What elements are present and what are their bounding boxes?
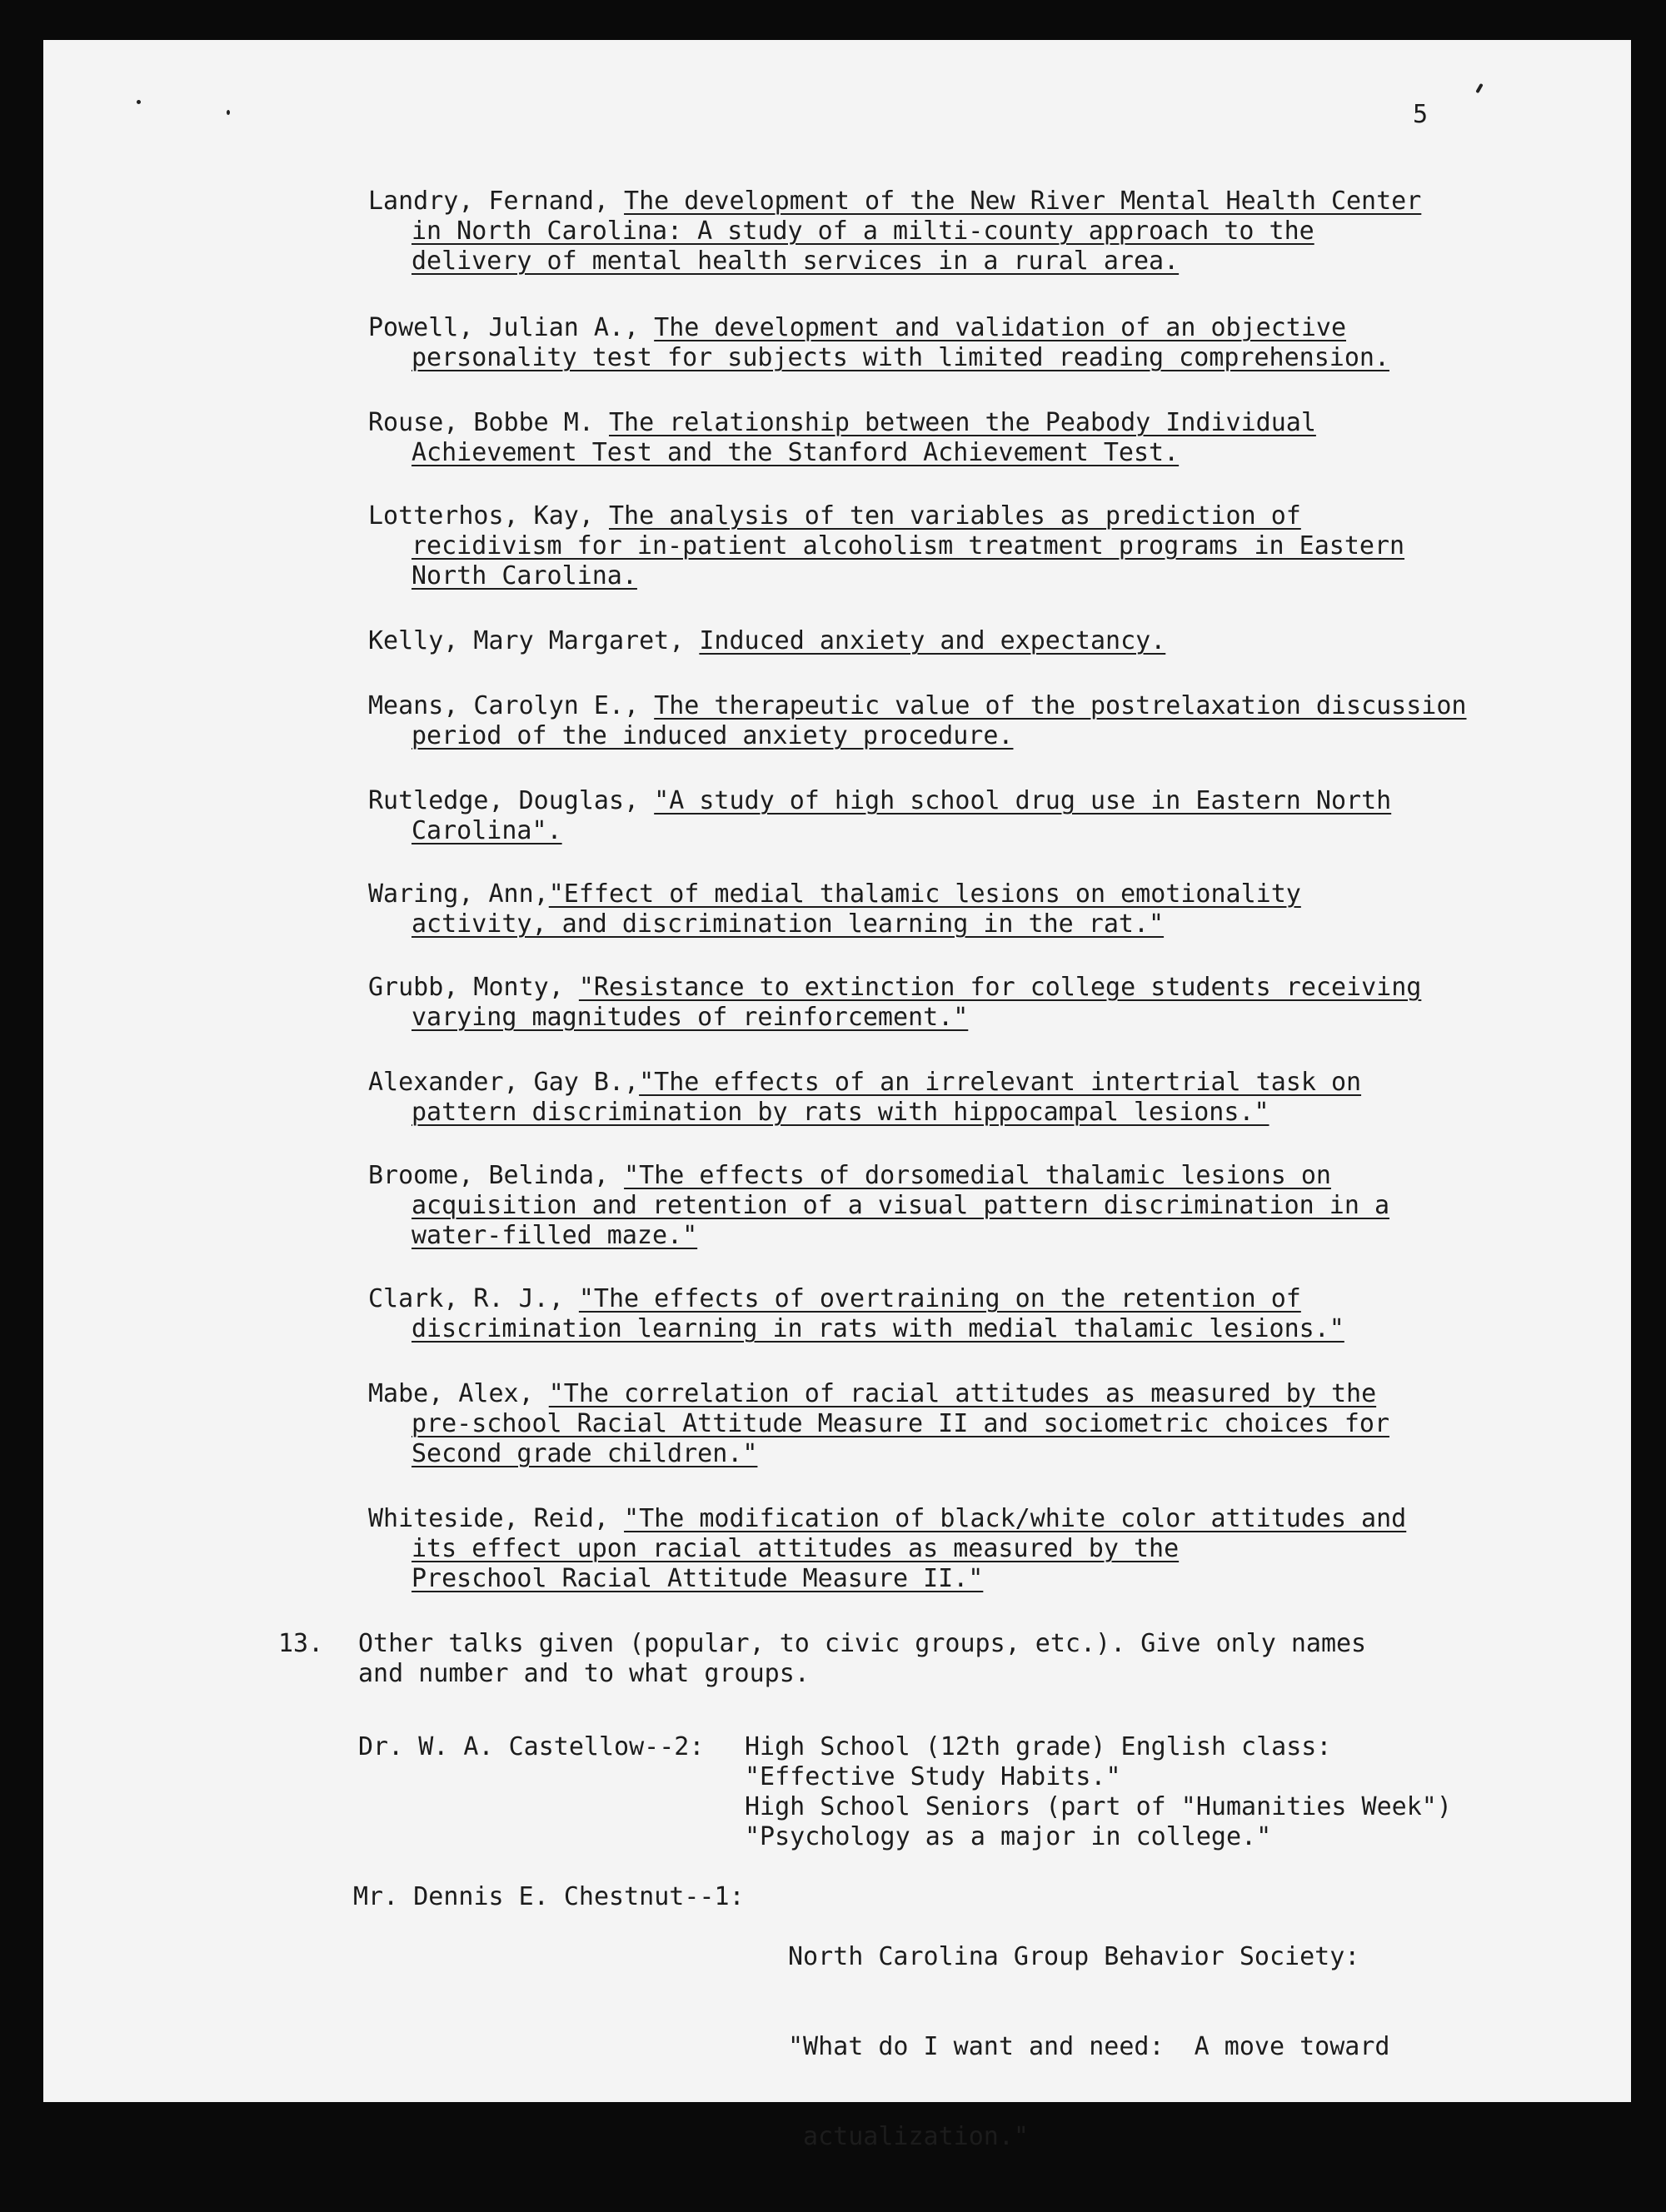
- item-question-line: and number and to what groups.: [358, 1659, 810, 1688]
- reference-title-line: "A study of high school drug use in Eastern North: [654, 786, 1392, 815]
- reference-entry: [368, 691, 1551, 751]
- reference-title-line: The analysis of ten variables as prediction of: [608, 501, 1301, 531]
- reference-entry: [368, 1068, 1551, 1128]
- reference-title-line: discrimination learning in rats with medial thalamic lesions.": [412, 1314, 1344, 1343]
- scan-speck: [1475, 83, 1483, 93]
- reference-entry: [368, 1379, 1551, 1469]
- talk-line: "What do I want and need: A move toward: [788, 2032, 1390, 2061]
- reference-title-line: delivery of mental health services in a rural area.: [412, 247, 1180, 276]
- reference-title-line: its effect upon racial attitudes as measured by the: [412, 1534, 1180, 1563]
- reference-author: Mabe, Alex,: [368, 1379, 549, 1408]
- reference-title-line: Achievement Test and the Stanford Achievement Test.: [412, 438, 1180, 467]
- reference-title-line: varying magnitudes of reinforcement.": [412, 1003, 969, 1032]
- reference-title-line: acquisition and retention of a visual pattern discrimination in a: [412, 1191, 1389, 1220]
- reference-author: Rutledge, Douglas,: [368, 786, 655, 815]
- scan-speck: [227, 110, 230, 115]
- talk-line: High School (12th grade) English class:: [745, 1732, 1332, 1761]
- reference-entry: [368, 408, 1551, 468]
- reference-author: Kelly, Mary Margaret,: [368, 626, 700, 655]
- talk-details: [788, 1882, 1389, 2212]
- reference-title-line: "Effect of medial thalamic lesions on emotionality: [548, 879, 1301, 909]
- reference-title-line: period of the induced anxiety procedure.: [412, 721, 1014, 750]
- item-number: 13.: [278, 1629, 324, 1658]
- reference-author: Waring, Ann,: [368, 879, 549, 909]
- reference-title-line: "The correlation of racial attitudes as measured by the: [548, 1379, 1377, 1408]
- reference-title-line: The development of the New River Mental Health Center: [624, 187, 1422, 216]
- reference-title-line: pattern discrimination by rats with hippocampal lesions.": [412, 1098, 1269, 1127]
- reference-entry: [368, 626, 1551, 656]
- talk-speaker: Mr. Dennis E. Chestnut--1:: [353, 1882, 745, 1911]
- reference-title-line: The development and validation of an objective: [654, 313, 1347, 342]
- talk-line: High School Seniors (part of "Humanities Week"): [745, 1792, 1452, 1821]
- reference-author: Clark, R. J.,: [368, 1284, 579, 1313]
- reference-title-line: activity, and discrimination learning in the rat.": [412, 909, 1165, 939]
- document-page: [43, 40, 1631, 2151]
- talk-line: North Carolina Group Behavior Society:: [788, 1942, 1360, 1971]
- reference-title-line: The therapeutic value of the postrelaxation discussion: [654, 691, 1467, 720]
- reference-entry: [368, 1504, 1551, 1594]
- page-number: 5: [1413, 100, 1429, 129]
- reference-author: Grubb, Monty,: [368, 973, 579, 1002]
- reference-title-line: personality test for subjects with limited reading comprehension.: [412, 343, 1389, 372]
- reference-author: Broome, Belinda,: [368, 1161, 625, 1190]
- reference-title-line: water-filled maze.": [412, 1221, 698, 1250]
- talk-line: actualization.": [788, 2122, 1029, 2151]
- reference-entry: [368, 313, 1551, 373]
- reference-author: Landry, Fernand,: [368, 187, 625, 216]
- reference-title-line: in North Carolina: A study of a milti-county approach to the: [412, 217, 1314, 246]
- reference-entry: [368, 1161, 1551, 1251]
- reference-author: Powell, Julian A.,: [368, 313, 655, 342]
- scan-speck: [137, 100, 141, 104]
- reference-author: Alexander, Gay B.,: [368, 1068, 640, 1097]
- reference-entry: [368, 187, 1551, 276]
- reference-entry: [368, 786, 1551, 846]
- reference-title-line: The relationship between the Peabody Individual: [608, 408, 1316, 437]
- talk-line: "Effective Study Habits.": [745, 1762, 1121, 1791]
- reference-entry: [368, 973, 1551, 1033]
- reference-title-line: Preschool Racial Attitude Measure II.": [412, 1564, 984, 1593]
- reference-author: Whiteside, Reid,: [368, 1504, 625, 1533]
- reference-title-line: Carolina".: [412, 816, 562, 845]
- reference-entry: [368, 501, 1551, 591]
- reference-author: Means, Carolyn E.,: [368, 691, 655, 720]
- reference-entry: [368, 1284, 1551, 1344]
- talk-details: [745, 1732, 1452, 1852]
- item-question: [358, 1629, 1366, 1689]
- reference-title-line: Induced anxiety and expectancy.: [699, 626, 1166, 655]
- reference-title-line: North Carolina.: [412, 561, 637, 590]
- talk-line: "Psychology as a major in college.": [745, 1822, 1272, 1851]
- talk-speaker: Dr. W. A. Castellow--2:: [358, 1732, 705, 1761]
- reference-title-line: pre-school Racial Attitude Measure II and sociometric choices for: [412, 1409, 1389, 1438]
- reference-title-line: "Resistance to extinction for college students receiving: [578, 973, 1422, 1002]
- reference-author: Rouse, Bobbe M.: [368, 408, 609, 437]
- reference-title-line: Second grade children.": [412, 1439, 758, 1468]
- reference-entry: [368, 879, 1551, 939]
- reference-title-line: recidivism for in-patient alcoholism treatment programs in Eastern: [412, 531, 1405, 560]
- reference-title-line: "The modification of black/white color attitudes and: [624, 1504, 1407, 1533]
- reference-title-line: "The effects of overtraining on the retention of: [578, 1284, 1301, 1313]
- reference-title-line: "The effects of an irrelevant intertrial task on: [639, 1068, 1362, 1097]
- item-question-line: Other talks given (popular, to civic groups, etc.). Give only names: [358, 1629, 1367, 1658]
- reference-author: Lotterhos, Kay,: [368, 501, 609, 531]
- reference-title-line: "The effects of dorsomedial thalamic lesions on: [624, 1161, 1331, 1190]
